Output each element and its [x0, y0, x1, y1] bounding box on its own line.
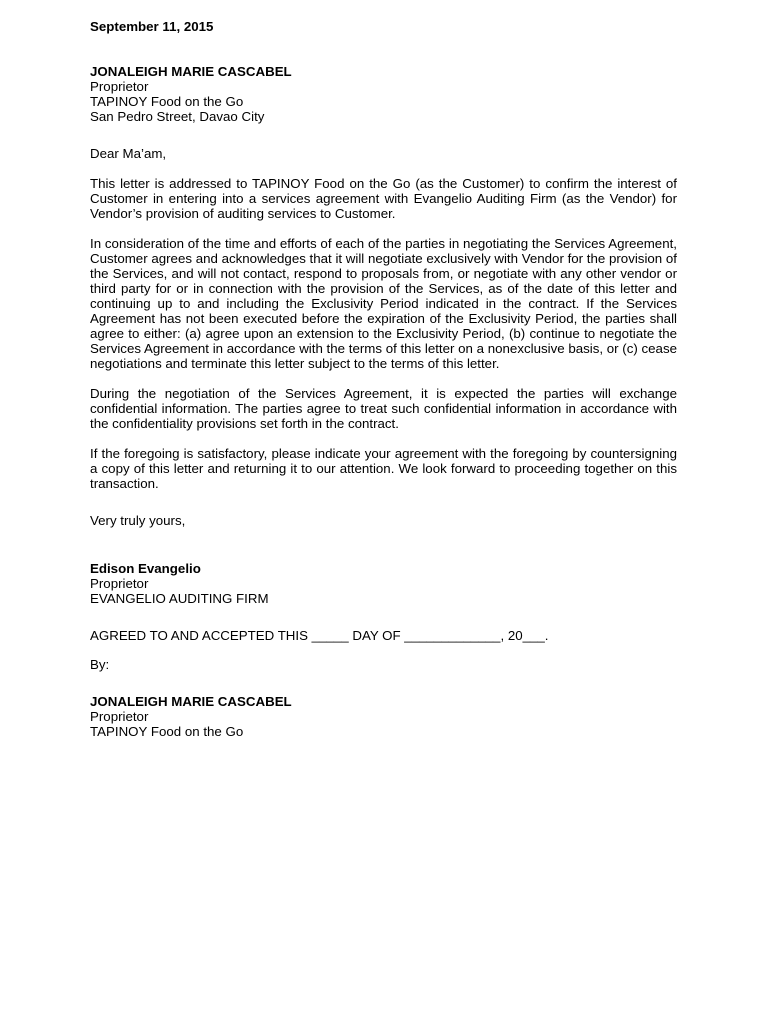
countersigner-block — [90, 694, 677, 739]
body-paragraph-2: In consideration of the time and efforts of each of the parties in negotiating the Services Agreement, Customer agrees and acknowledges that it will negotiate exclusively with Vendor for the provision of the Services, and will not contact, respond to proposals from, or negotiate with any other vendor or third party for or in connection with the provision of the Services, as of the date of this letter and continuing up to and including the Exclusivity Period indicated in the contract. If the Services Agreement has not been executed before the expiration of the Exclusivity Period, the parties shall agree to either: (a) agree upon an extension to the Exclusivity Period, (b) continue to negotiate the Services Agreement in accordance with the terms of this letter on a nonexclusive basis, or (c) cease negotiations and terminate this letter subject to the terms of this letter. — [90, 236, 677, 371]
closing-block — [90, 513, 677, 528]
sender-company: EVANGELIO AUDITING FIRM — [90, 591, 269, 606]
acceptance-line: AGREED TO AND ACCEPTED THIS _____ DAY OF _____________, 20___. — [90, 628, 549, 643]
acceptance-block — [90, 628, 677, 643]
recipient-address: San Pedro Street, Davao City — [90, 109, 265, 124]
sender-title: Proprietor — [90, 576, 149, 591]
countersigner-name: JONALEIGH MARIE CASCABEL — [90, 694, 292, 709]
letter-date: September 11, 2015 — [90, 19, 214, 34]
recipient-name: JONALEIGH MARIE CASCABEL — [90, 64, 292, 79]
body-paragraph-4: If the foregoing is satisfactory, please indicate your agreement with the foregoing by countersigning a copy of this letter and returning it to our attention. We look forward to proceeding together on this transaction. — [90, 446, 677, 491]
salutation: Dear Ma’am, — [90, 146, 167, 161]
body-paragraph-1: This letter is addressed to TAPINOY Food on the Go (as the Customer) to confirm the interest of Customer in entering into a services agreement with Evangelio Auditing Firm (as the Vendor) for Vendor’s provision of auditing services to Customer. — [90, 176, 677, 221]
recipient-company: TAPINOY Food on the Go — [90, 94, 244, 109]
closing: Very truly yours, — [90, 513, 186, 528]
body-paragraph-3: During the negotiation of the Services Agreement, it is expected the parties will exchange confidential information. The parties agree to treat such confidential information in accordance with the confidentiality provisions set forth in the contract. — [90, 386, 677, 431]
letter-content — [90, 19, 677, 739]
by-block — [90, 657, 677, 672]
countersigner-title: Proprietor — [90, 709, 149, 724]
by-label: By: — [90, 657, 110, 672]
letter-date-block — [90, 19, 677, 34]
sender-block — [90, 561, 677, 606]
recipient-block — [90, 64, 677, 124]
recipient-title: Proprietor — [90, 79, 149, 94]
sender-name: Edison Evangelio — [90, 561, 201, 576]
countersigner-company: TAPINOY Food on the Go — [90, 724, 244, 739]
salutation-block — [90, 146, 677, 161]
